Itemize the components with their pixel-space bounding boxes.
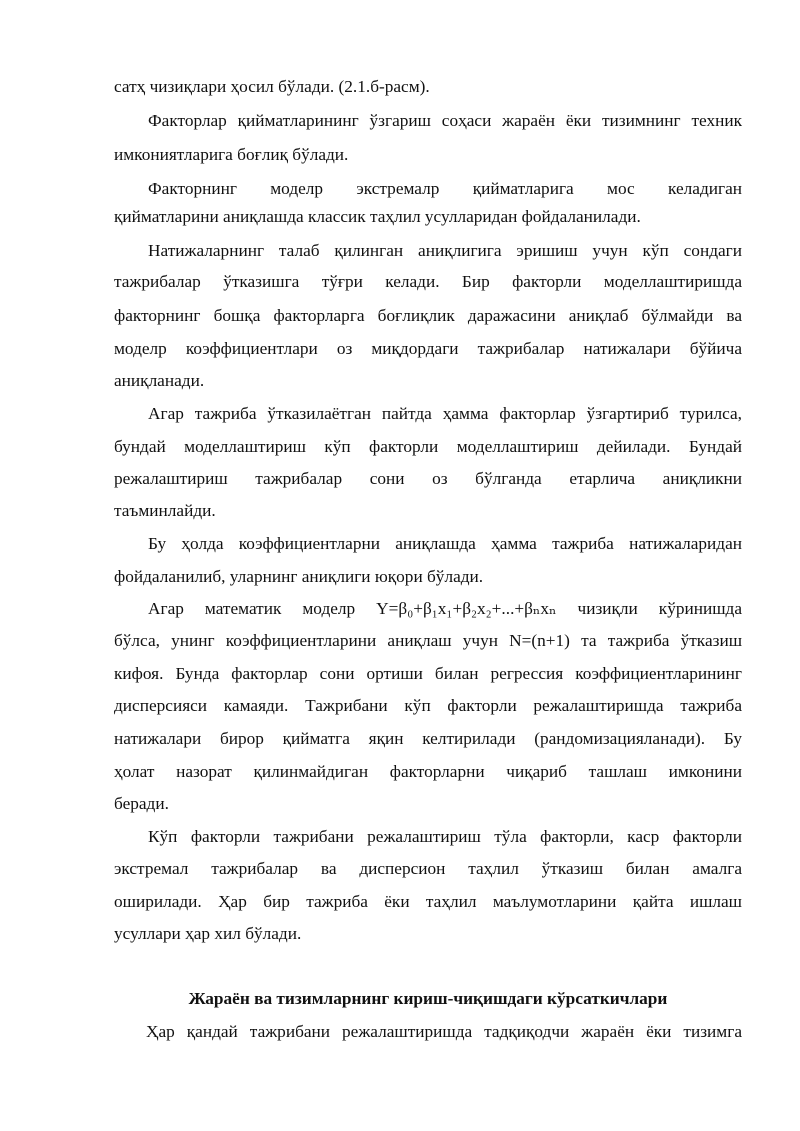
text-line: факторнинг бошқа факторларга боғлиқлик даражасини аниқлаб бўлмайди ва [114,306,742,325]
text-line: усуллари ҳар хил бўлади. [114,924,302,943]
text-line: Натижаларнинг талаб қилинган аниқлигига эришиш учун кўп сондаги [148,241,742,260]
text-line: моделр коэффициентлари оз миқдордаги тажрибалар натижалари бўйича [114,339,742,358]
text-line: Ҳар қандай тажрибани режалаштиришда тадқиқодчи жараён ёки тизимга [146,1022,742,1041]
text-line: бундай моделлаштириш кўп факторли моделлаштириш дейилади. Бундай [114,437,742,456]
section-heading: Жараён ва тизимларнинг кириш-чиқишдаги кўрсаткичлари [188,989,668,1008]
text-line: таъминлайди. [114,501,216,520]
text-line: Агар математик моделр Y=β₀+β₁x₁+β₂x₂+...+βₙxₙ чизиқли кўринишда [148,599,742,618]
text-line: экстремал тажрибалар ва дисперсион таҳлил ўтказиш билан амалга [114,859,742,878]
text-line: имкониятларига боғлиқ бўлади. [114,145,349,164]
text-line: Агар тажриба ўтказилаётган пайтда ҳамма факторлар ўзгартириб турилса, [148,404,742,423]
text-line: тажрибалар ўтказишга тўғри келади. Бир факторли моделлаштиришда [114,272,742,291]
text-line: сатҳ чизиқлари ҳосил бўлади. (2.1.б-расм). [114,77,430,96]
text-line: қийматларини аниқлашда классик таҳлил усулларидан фойдаланилади. [114,207,641,226]
text-line: натижалари бирор қийматга яқин келтирилади (рандомизацияланади). Бу [114,729,742,748]
text-line: ҳолат назорат қилинмайдиган факторларни чиқариб ташлаш имконини [114,762,742,781]
text-line: фойдаланилиб, уларнинг аниқлиги юқори бўлади. [114,567,484,586]
text-line: режалаштириш тажрибалар сони оз бўлганда етарлича аниқликни [114,469,742,488]
text-line: Факторнинг моделр экстремалр қийматларига мос келадиган [148,179,742,198]
text-line: кифоя. Бунда факторлар сони ортиши билан регрессия коэффициентларининг [114,664,742,683]
text-line: аниқланади. [114,371,205,390]
text-line: Бу ҳолда коэффициентларни аниқлашда ҳамма тажриба натижаларидан [148,534,742,553]
text-line: Факторлар қийматларининг ўзгариш соҳаси жараён ёки тизимнинг техник [148,111,742,130]
text-line: оширилади. Ҳар бир тажриба ёки таҳлил маълумотларини қайта ишлаш [114,892,742,911]
text-line: беради. [114,794,169,813]
text-line: Кўп факторли тажрибани режалаштириш тўла факторли, каср факторли [148,827,742,846]
text-line: дисперсияси камаяди. Тажрибани кўп факторли режалаштиришда тажриба [114,696,742,715]
text-line: бўлса, унинг коэффициентларини аниқлаш учун N=(n+1) та тажриба ўтказиш [114,631,742,650]
